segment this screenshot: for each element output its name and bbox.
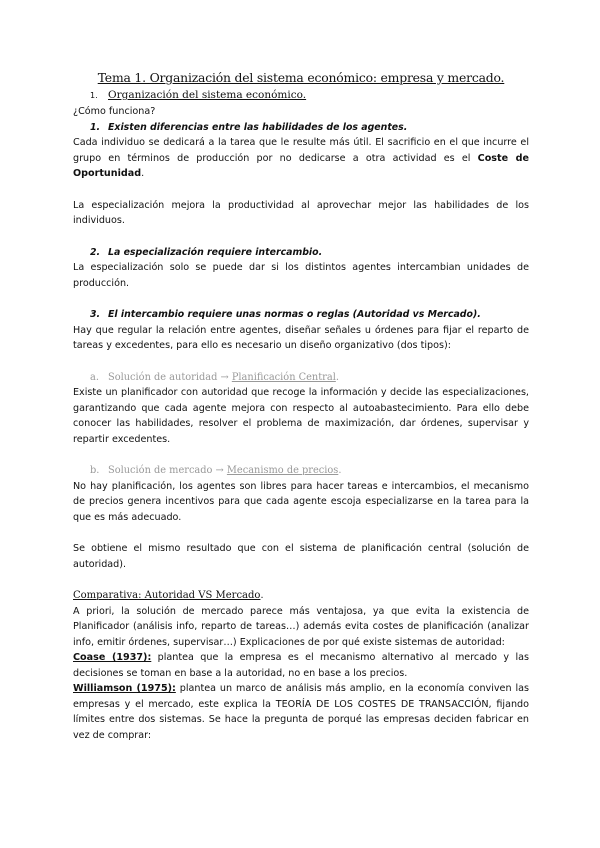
list-label: El intercambio requiere unas normas o reglas (Autoridad vs Mercado). bbox=[108, 309, 481, 320]
list-label: La especialización requiere intercambio. bbox=[108, 246, 323, 258]
section-number: 1. bbox=[90, 91, 98, 100]
paragraph-coste-oportunidad bbox=[73, 135, 529, 182]
question-line: ¿Cómo funciona? bbox=[73, 106, 156, 117]
paragraph-planificador: Existe un planificador con autoridad que recoge la información y decide las especializaciones, garantizando que cada agente mejora con respecto al autoabastecimiento. Para ello debe conocer las habilidades, resolver el problema de maximización, dar órdenes, supervisar y repartir excedentes. bbox=[73, 387, 529, 445]
coase-text: plantea que la empresa es el mecanismo alternativo al mercado y las decisiones se toman en base a la autoridad, no en base a los precios. bbox=[73, 652, 529, 679]
subsection-letter: b. bbox=[90, 465, 100, 476]
subsection-letter: a. bbox=[90, 371, 99, 383]
subsection-end: . bbox=[335, 371, 339, 383]
paragraph-williamson bbox=[73, 681, 529, 743]
williamson-text: plantea un marco de análisis más amplio, en la economía conviven las empresas y el mercado, este explica la TEORÍA DE LOS COSTES DE TRANSACCIÓN, fijando límites entre dos sistemas. Se hace la pregunta de porqué las empresas deciden fabricar en vez de comprar: bbox=[73, 683, 529, 741]
subsection-mercado bbox=[73, 463, 529, 479]
author-coase: Coase (1937): bbox=[73, 652, 152, 663]
page-title: Tema 1. Organización del sistema económico: empresa y mercado. bbox=[97, 70, 505, 85]
section-title: Organización del sistema económico. bbox=[108, 89, 307, 101]
subsection-end: . bbox=[338, 465, 342, 476]
subsection-autoridad bbox=[73, 370, 529, 386]
author-williamson: Williamson (1975): bbox=[73, 683, 176, 694]
paragraph-text: Cada individuo se dedicará a la tarea que le resulte más útil. El sacrificio en el que incurre el grupo en términos de producción por no dedicarse a otra actividad es el bbox=[73, 137, 529, 164]
section-heading bbox=[73, 87, 529, 104]
comparativa-heading bbox=[73, 588, 529, 604]
subsection-link: Mecanismo de precios bbox=[226, 465, 339, 476]
paragraph-regulacion: Hay que regular la relación entre agentes, diseñar señales u órdenes para fijar el reparto de tareas y excedentes, para ello es necesario un diseño organizativo (dos tipos): bbox=[73, 324, 529, 351]
subsection-label: Solución de autoridad → bbox=[108, 371, 232, 383]
list-number: 1. bbox=[90, 121, 101, 133]
bold-term: Coste de Oportunidad bbox=[73, 152, 529, 179]
paragraph-end: . bbox=[141, 168, 145, 179]
comparativa-title: Comparativa: Autoridad VS Mercado bbox=[73, 590, 261, 601]
subsection-label: Solución de mercado → bbox=[108, 465, 227, 476]
paragraph-mecanismo-precios: No hay planificación, los agentes son libres para hacer tareas e intercambios, el mecanismo de precios genera incentivos para que cada agente escoja especializarse en la tarea para la que es más adecuado. bbox=[73, 480, 529, 523]
list-item-2 bbox=[73, 245, 529, 261]
paragraph-a-priori: A priori, la solución de mercado parece más ventajosa, ya que evita la existencia de Planificador (análisis info, reparto de tareas…) además evita costes de planificación (analizar info, emitir órdenes, supervisar…) Explicaciones de por qué existe sistemas de autoridad: bbox=[73, 605, 529, 648]
paragraph-especializacion: La especialización mejora la productividad al aprovechar mejor las habilidades de los individuos. bbox=[73, 199, 529, 226]
subsection-link: Planificación Central bbox=[231, 371, 336, 383]
comparativa-end: . bbox=[260, 590, 264, 601]
paragraph-mismo-resultado: Se obtiene el mismo resultado que con el sistema de planificación central (solución de autoridad). bbox=[73, 543, 529, 570]
list-label: Existen diferencias entre las habilidades de los agentes. bbox=[108, 121, 408, 133]
list-number: 2. bbox=[90, 246, 101, 258]
list-item-3 bbox=[73, 307, 529, 323]
paragraph-intercambio: La especialización solo se puede dar si los distintos agentes intercambian unidades de producción. bbox=[73, 262, 529, 289]
list-number: 3. bbox=[90, 309, 101, 320]
paragraph-coase bbox=[73, 650, 529, 681]
list-item-1 bbox=[73, 120, 529, 136]
